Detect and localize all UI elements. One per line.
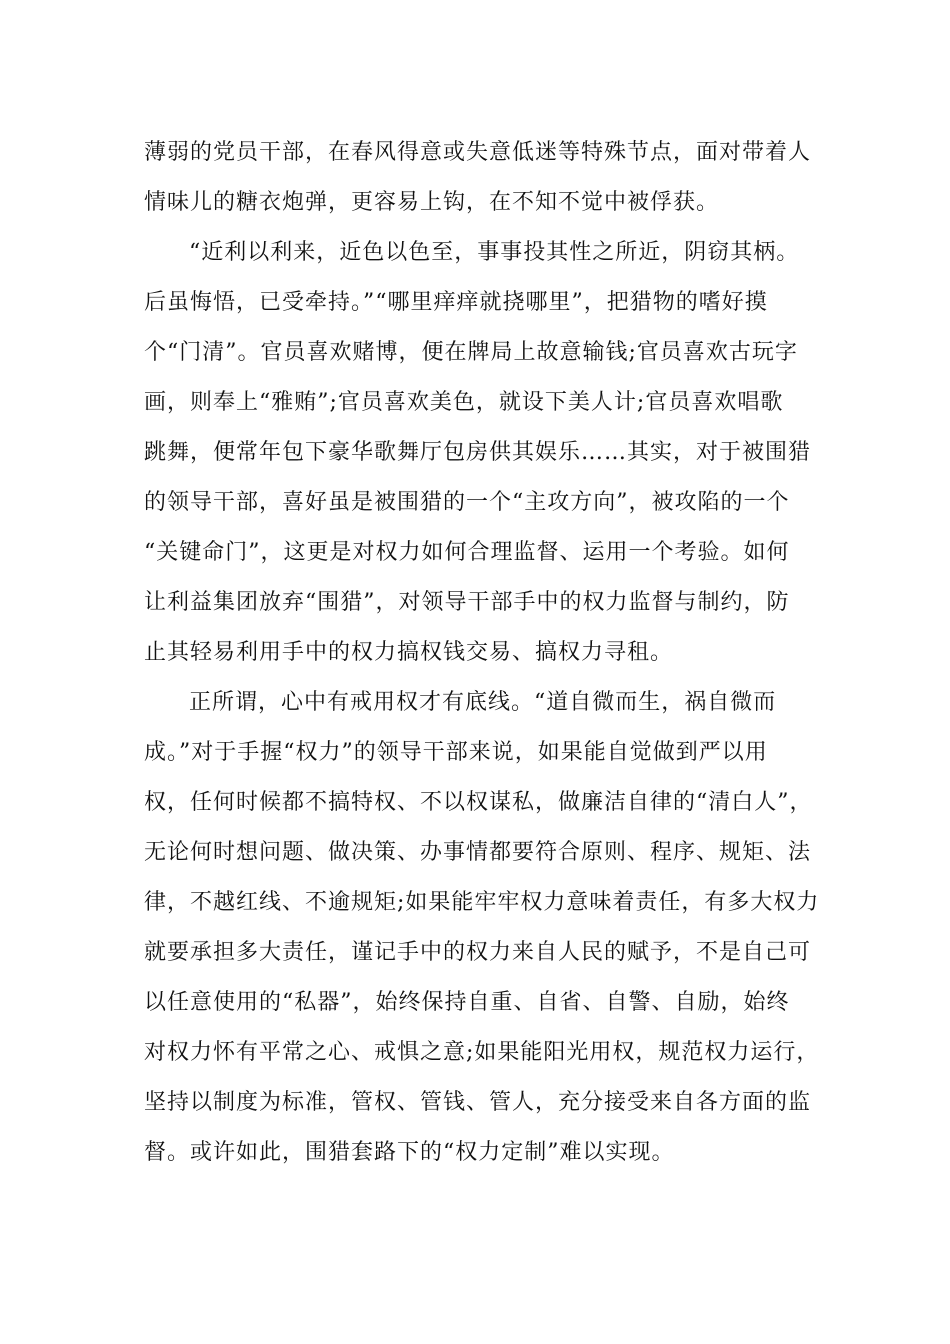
text-line: 后虽悔悟，已受牵持。”“哪里痒痒就挠哪里”，把猎物的嗜好摸 [144,290,768,315]
text-line: 情味儿的糖衣炮弹，更容易上钩，在不知不觉中被俘获。 [144,190,720,215]
text-line: 止其轻易利用手中的权力搞权钱交易、搞权力寻租。 [144,640,674,665]
text-line: “近利以利来，近色以色至，事事投其性之所近，阴窃其柄。 [189,240,800,265]
text-line: 跳舞，便常年包下豪华歌舞厅包房供其娱乐……其实，对于被围猎 [144,440,812,465]
paragraph [144,678,824,1178]
text-line: 以任意使用的“私器”，始终保持自重、自省、自警、自励，始终 [144,990,790,1015]
text-line: 督。或许如此，围猎套路下的“权力定制”难以实现。 [144,1140,675,1165]
paragraph [144,228,824,678]
text-line: 无论何时想问题、做决策、办事情都要符合原则、程序、规矩、法 [144,840,812,865]
text-line: 就要承担多大责任，谨记手中的权力来自人民的赋予，不是自己可 [144,940,812,965]
text-line: 的领导干部，喜好虽是被围猎的一个“主攻方向”，被攻陷的一个 [144,490,790,515]
text-line: 画，则奉上“雅贿”;官员喜欢美色，就设下美人计;官员喜欢唱歌 [144,390,784,415]
text-line: 权，任何时候都不搞特权、不以权谋私，做廉洁自律的“清白人”， [144,790,813,815]
text-line: 个“门清”。官员喜欢赌博，便在牌局上故意输钱;官员喜欢古玩字 [144,340,798,365]
text-line: 成。”对于手握“权力”的领导干部来说，如果能自觉做到严以用 [144,740,768,765]
text-line: 坚持以制度为标准，管权、管钱、管人，充分接受来自各方面的监 [144,1090,812,1115]
text-line: 律，不越红线、不逾规矩;如果能牢牢权力意味着责任，有多大权力 [144,890,820,915]
document-body [144,128,824,1178]
text-line: 正所谓，心中有戒用权才有底线。“道自微而生，祸自微而 [189,690,777,715]
text-line: 对权力怀有平常之心、戒惧之意;如果能阳光用权，规范权力运行， [144,1040,820,1065]
text-line: 让利益集团放弃“围猎”，对领导干部手中的权力监督与制约，防 [144,590,790,615]
paragraph [144,128,824,228]
text-line: 薄弱的党员干部，在春风得意或失意低迷等特殊节点，面对带着人 [144,140,812,165]
text-line: “关键命门”，这更是对权力如何合理监督、运用一个考验。如何 [144,540,790,565]
